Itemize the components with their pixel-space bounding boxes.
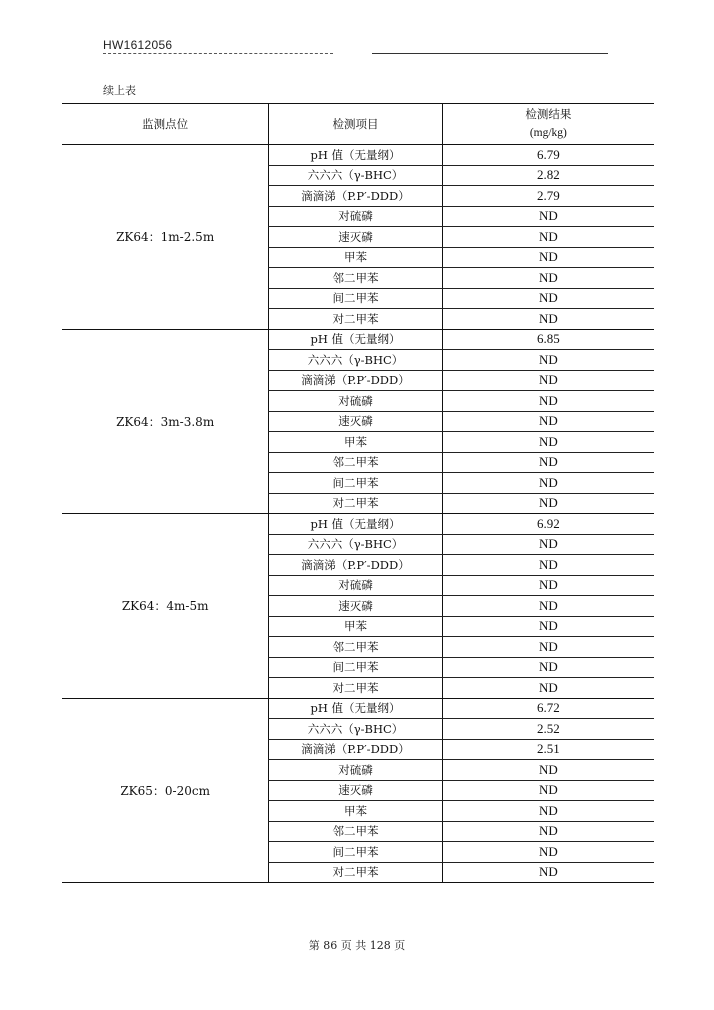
test-result: ND: [442, 411, 654, 432]
test-item: 邻二甲苯: [269, 821, 442, 842]
test-item: 甲苯: [269, 247, 442, 268]
test-result: ND: [442, 206, 654, 227]
header-result: [442, 104, 654, 145]
test-result: 2.79: [442, 186, 654, 207]
test-item: 间二甲苯: [269, 657, 442, 678]
test-item: 甲苯: [269, 801, 442, 822]
test-result: ND: [442, 288, 654, 309]
test-result: 6.79: [442, 145, 654, 166]
test-result: 6.85: [442, 329, 654, 350]
test-item: 对硫磷: [269, 391, 442, 412]
test-result: ND: [442, 350, 654, 371]
test-result: ND: [442, 821, 654, 842]
test-result: ND: [442, 801, 654, 822]
test-item: pH 值（无量纲）: [269, 329, 442, 350]
test-item: pH 值（无量纲）: [269, 514, 442, 535]
test-result: ND: [442, 780, 654, 801]
test-result: ND: [442, 842, 654, 863]
test-item: 间二甲苯: [269, 288, 442, 309]
test-item: 对硫磷: [269, 206, 442, 227]
test-result: 2.51: [442, 739, 654, 760]
test-result: ND: [442, 493, 654, 514]
test-item: 邻二甲苯: [269, 452, 442, 473]
header-point: 监测点位: [62, 104, 269, 145]
test-item: 甲苯: [269, 432, 442, 453]
test-item: 六六六（γ-BHC）: [269, 719, 442, 740]
test-item: pH 值（无量纲）: [269, 145, 442, 166]
test-result: ND: [442, 862, 654, 883]
test-item: 六六六（γ-BHC）: [269, 350, 442, 371]
test-item: 间二甲苯: [269, 842, 442, 863]
test-item: 速灭磷: [269, 227, 442, 248]
sampling-point: ZK64：3m-3.8m: [62, 329, 269, 514]
test-item: 六六六（γ-BHC）: [269, 534, 442, 555]
test-result: ND: [442, 555, 654, 576]
test-item: 滴滴涕（P.P′-DDD）: [269, 555, 442, 576]
test-result: ND: [442, 391, 654, 412]
table-row: [62, 145, 654, 166]
header-result-unit: (mg/kg): [529, 127, 567, 139]
table-body: [62, 145, 654, 883]
test-item: 速灭磷: [269, 411, 442, 432]
page-number: 第 86 页 共 128 页: [308, 939, 406, 952]
document-id: HW1612056: [103, 38, 173, 52]
test-result: ND: [442, 227, 654, 248]
table-row: [62, 329, 654, 350]
test-item: 滴滴涕（P.P′-DDD）: [269, 186, 442, 207]
test-item: 邻二甲苯: [269, 268, 442, 289]
test-item: 对硫磷: [269, 760, 442, 781]
test-result: ND: [442, 534, 654, 555]
test-result: 2.52: [442, 719, 654, 740]
test-result: ND: [442, 760, 654, 781]
test-item: 对二甲苯: [269, 862, 442, 883]
test-item: pH 值（无量纲）: [269, 698, 442, 719]
test-result: ND: [442, 370, 654, 391]
test-item: 间二甲苯: [269, 473, 442, 494]
header-rule-right: [372, 53, 608, 54]
test-result: ND: [442, 268, 654, 289]
results-table: [62, 103, 654, 883]
test-item: 速灭磷: [269, 596, 442, 617]
test-result: 6.92: [442, 514, 654, 535]
header-result-label: 检测结果: [525, 109, 572, 121]
test-result: ND: [442, 473, 654, 494]
test-result: 2.82: [442, 165, 654, 186]
test-item: 速灭磷: [269, 780, 442, 801]
test-result: ND: [442, 596, 654, 617]
test-result: ND: [442, 575, 654, 596]
test-result: ND: [442, 678, 654, 699]
table-row: [62, 698, 654, 719]
sampling-point: ZK64：4m-5m: [62, 514, 269, 699]
header-item: 检测项目: [269, 104, 442, 145]
test-result: ND: [442, 452, 654, 473]
test-item: 滴滴涕（P.P′-DDD）: [269, 739, 442, 760]
test-item: 六六六（γ-BHC）: [269, 165, 442, 186]
test-item: 甲苯: [269, 616, 442, 637]
continued-label: 续上表: [103, 84, 136, 97]
table-row: [62, 514, 654, 535]
header-rule-left: [103, 53, 333, 54]
test-result: 6.72: [442, 698, 654, 719]
sampling-point: ZK64：1m-2.5m: [62, 145, 269, 330]
test-item: 对二甲苯: [269, 493, 442, 514]
test-result: ND: [442, 309, 654, 330]
test-item: 滴滴涕（P.P′-DDD）: [269, 370, 442, 391]
test-item: 邻二甲苯: [269, 637, 442, 658]
test-result: ND: [442, 247, 654, 268]
sampling-point: ZK65：0-20cm: [62, 698, 269, 883]
test-result: ND: [442, 637, 654, 658]
test-item: 对硫磷: [269, 575, 442, 596]
table-header-row: [62, 104, 654, 145]
test-result: ND: [442, 657, 654, 678]
test-result: ND: [442, 616, 654, 637]
test-item: 对二甲苯: [269, 309, 442, 330]
test-item: 对二甲苯: [269, 678, 442, 699]
test-result: ND: [442, 432, 654, 453]
